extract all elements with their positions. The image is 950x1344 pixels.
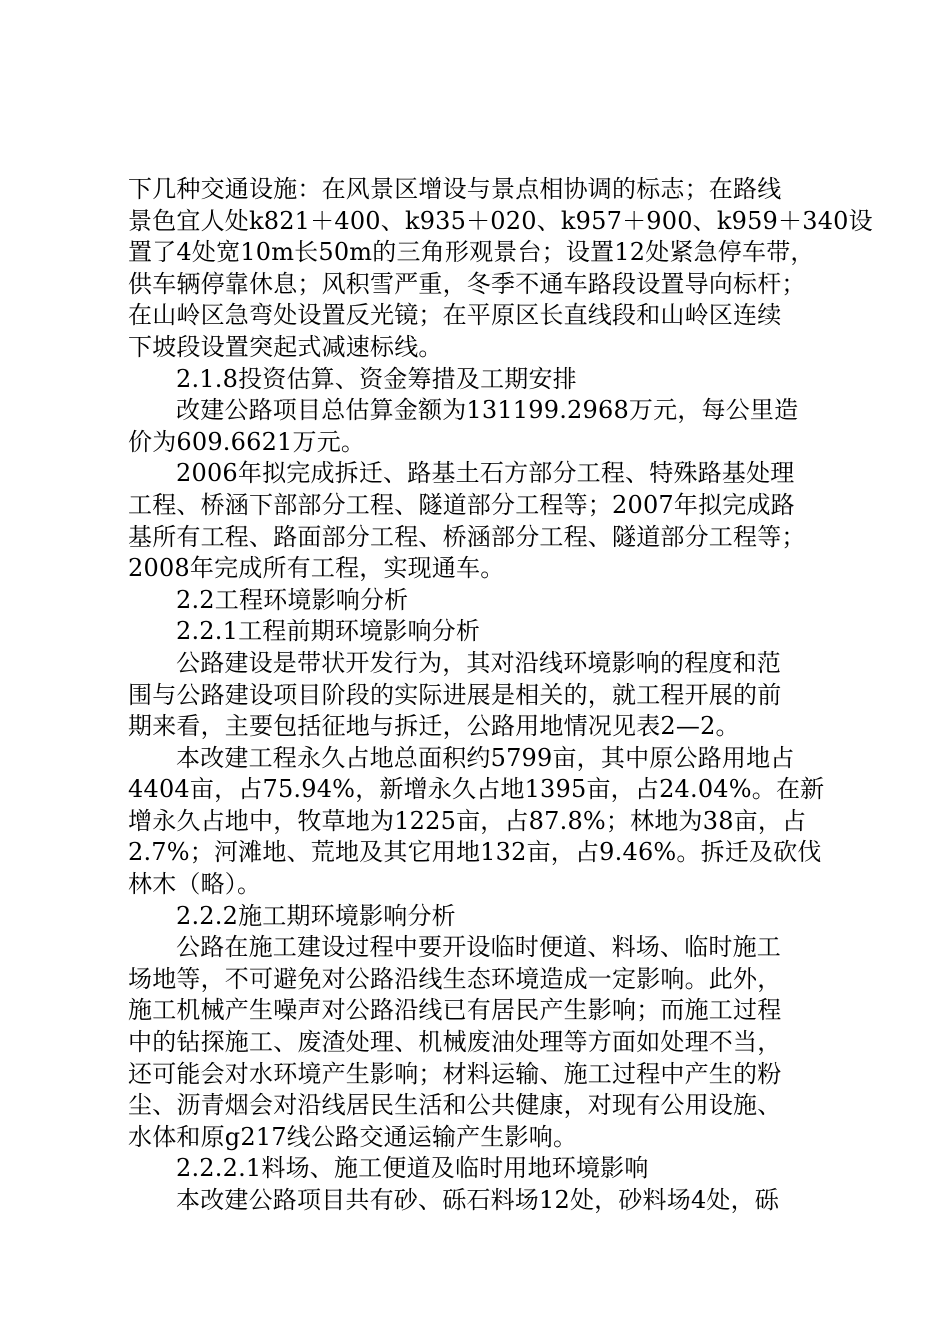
text-line: 场地等，不可避免对公路沿线生态环境造成一定影响。此外， [128,964,782,993]
text-line: 增永久占地中，牧草地为1225亩，占87.8%；林地为38亩，占 [128,806,807,835]
document-page [128,174,873,1217]
text-line: 2.2工程环境影响分析 [176,585,409,614]
text-line: 公路在施工建设过程中要开设临时便道、料场、临时施工 [176,933,781,962]
text-line: 在山岭区急弯处设置反光镜；在平原区长直线段和山岭区连续 [128,301,782,330]
text-line: 置了4处宽10m长50m的三角形观景台；设置12处紧急停车带， [128,238,815,267]
text-line: 供车辆停靠休息；风积雪严重，冬季不通车路段设置导向标杆； [128,269,806,298]
text-line: 还可能会对水环境产生影响；材料运输、施工过程中产生的粉 [128,1059,782,1088]
text-line: 工程、桥涵下部部分工程、隧道部分工程等；2007年拟完成路 [128,490,795,519]
text-line: 本改建工程永久占地总面积约5799亩，其中原公路用地占 [176,743,795,772]
text-line: 施工机械产生噪声对公路沿线已有居民产生影响；而施工过程 [128,996,782,1025]
text-line: 尘、沥青烟会对沿线居民生活和公共健康，对现有公用设施、 [128,1091,782,1120]
text-line: 2.1.8投资估算、资金筹措及工期安排 [176,364,577,393]
text-line: 改建公路项目总估算金额为131199.2968万元，每公里造 [176,396,799,425]
text-line: 公路建设是带状开发行为，其对沿线环境影响的程度和范 [176,648,781,677]
text-line: 水体和原g217线公路交通运输产生影响。 [128,1122,578,1151]
text-line: 景色宜人处k821＋400、k935＋020、k957＋900、k959＋340设 [128,206,873,235]
text-line: 下几种交通设施：在风景区增设与景点相协调的标志；在路线 [128,175,782,203]
text-line: 2.2.2.1料场、施工便道及临时用地环境影响 [176,1154,649,1183]
text-line: 中的钻探施工、废渣处理、机械废油处理等方面如处理不当， [128,1028,782,1057]
text-line: 价为609.6621万元。 [128,427,366,456]
text-line: 2006年拟完成拆迁、路基土石方部分工程、特殊路基处理 [176,459,795,488]
text-line: 2008年完成所有工程，实现通车。 [128,554,505,583]
text-line: 4404亩，占75.94%，新增永久占地1395亩，占24.04%。在新 [128,775,825,804]
text-line: 2.7%；河滩地、荒地及其它用地132亩，占9.46%。拆迁及砍伐 [128,838,822,867]
text-line: 期来看，主要包括征地与拆迁，公路用地情况见表2—2。 [128,712,740,741]
text-line: 2.2.1工程前期环境影响分析 [176,617,481,646]
text-line: 围与公路建设项目阶段的实际进展是相关的，就工程开展的前 [128,680,782,709]
text-line: 林木（略）。 [128,870,262,899]
text-line: 2.2.2施工期环境影响分析 [176,901,456,930]
text-line: 下坡段设置突起式减速标线。 [128,332,443,361]
text-line: 基所有工程、路面部分工程、桥涵部分工程、隧道部分工程等； [128,522,806,551]
text-line: 本改建公路项目共有砂、砾石料场12处，砂料场4处，砾 [176,1186,780,1214]
